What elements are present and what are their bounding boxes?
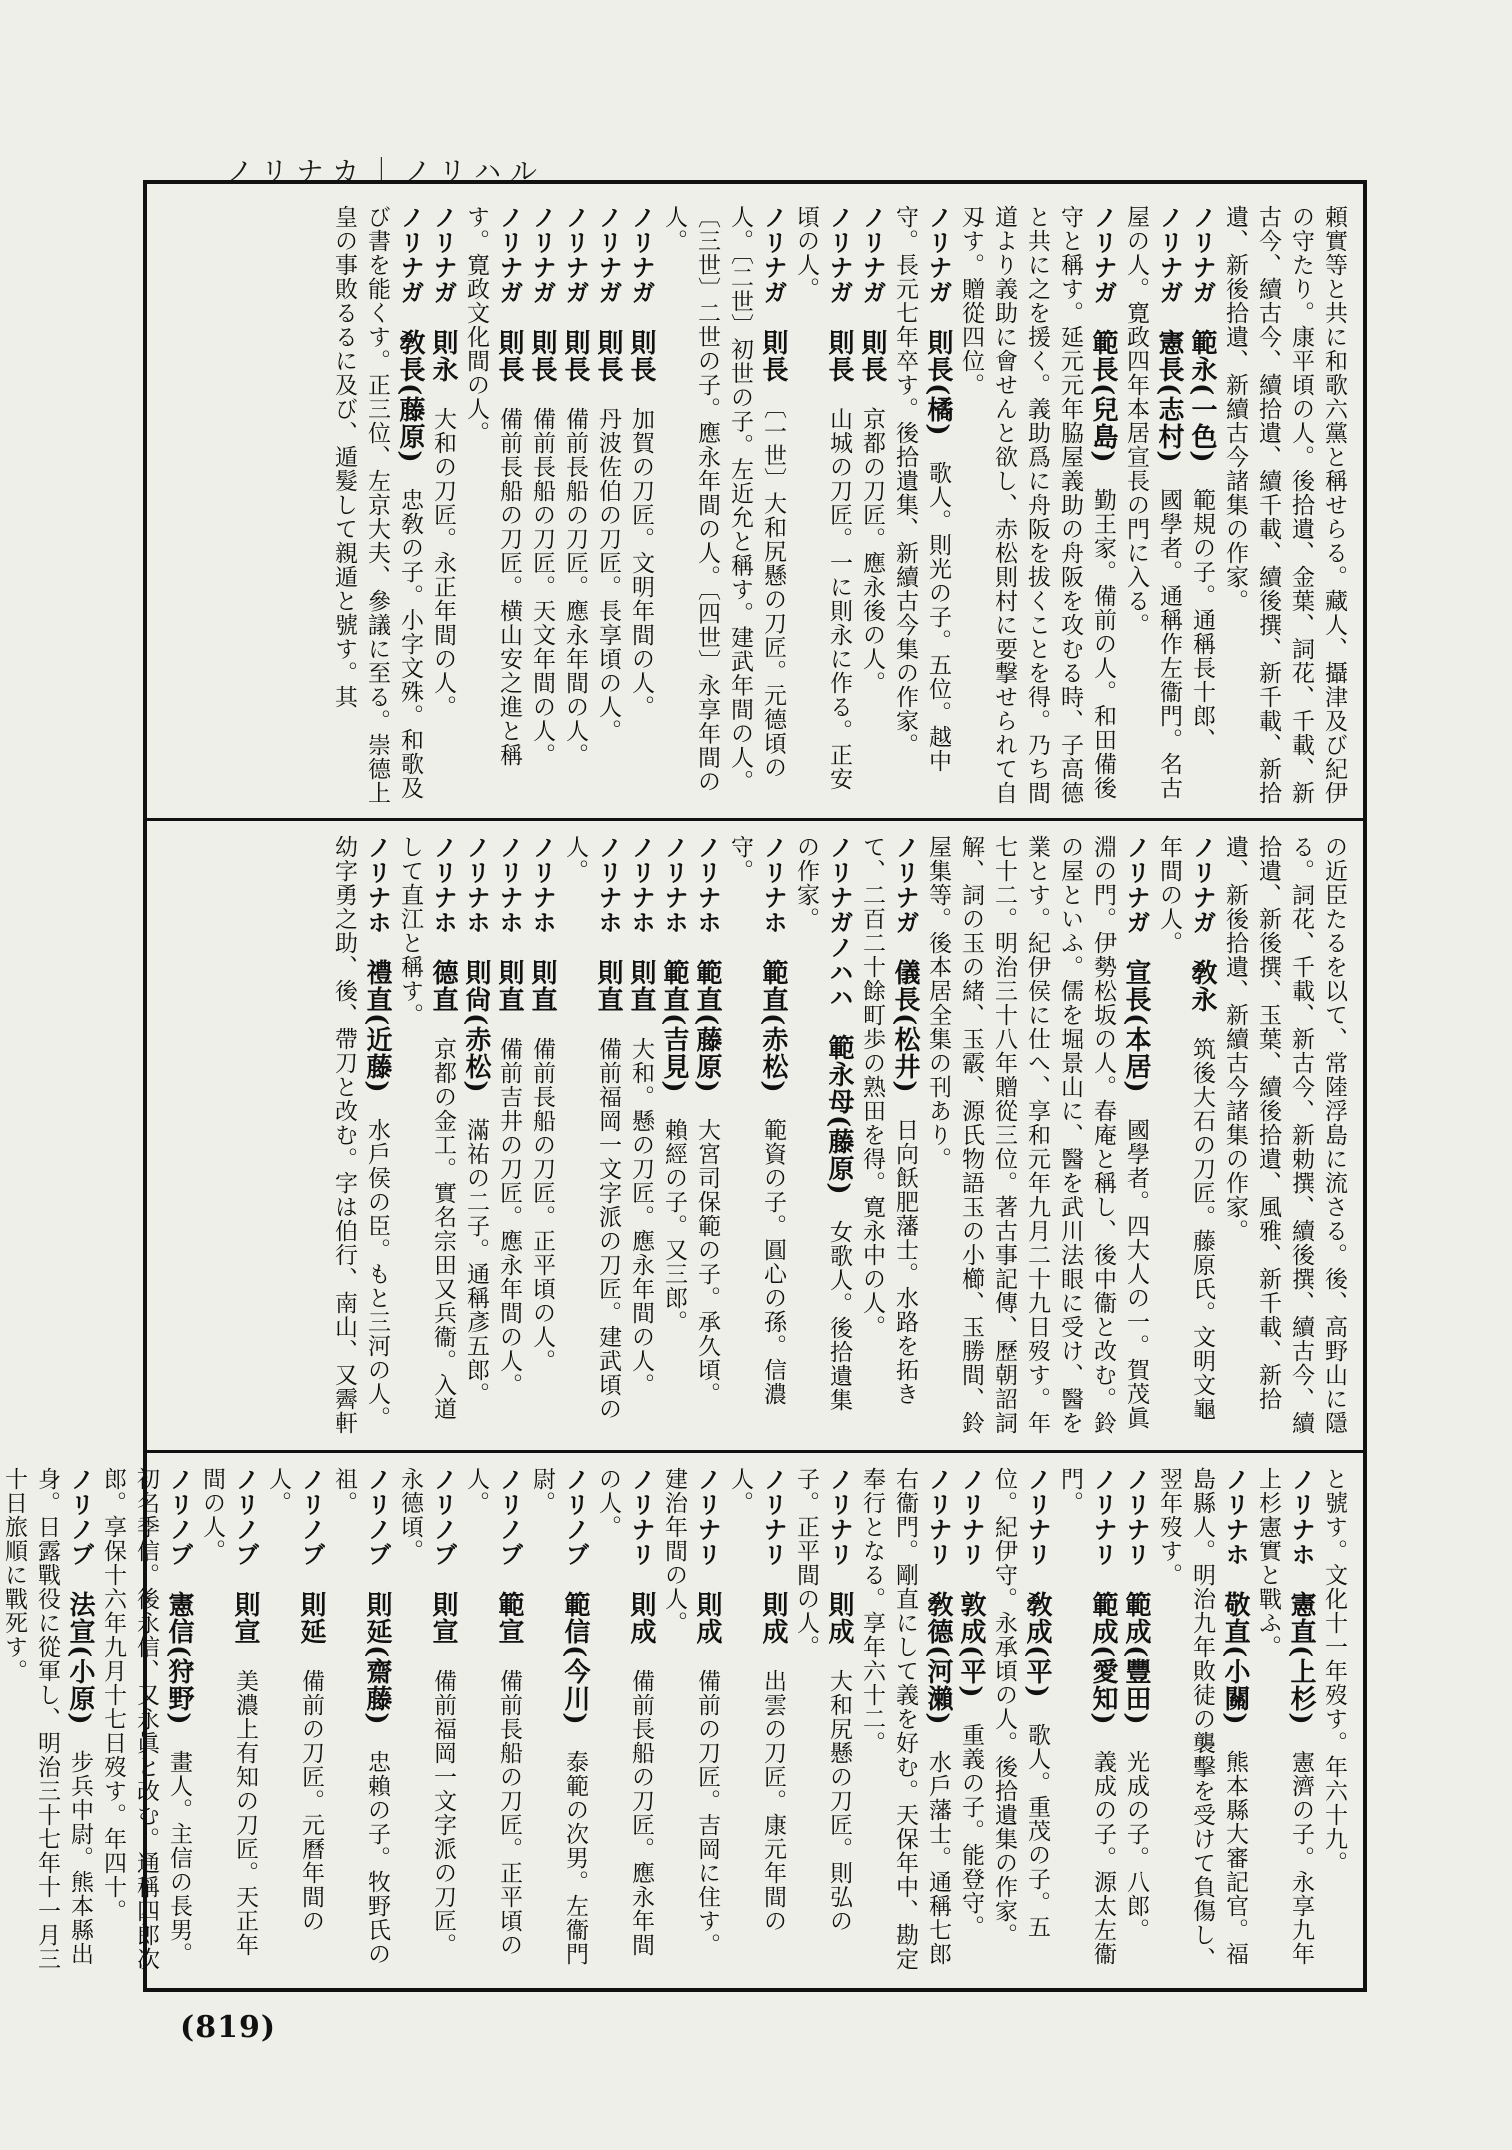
entry-reading: ノリナガ (528, 205, 556, 305)
dictionary-entry (690, 835, 723, 1435)
entry-body: 範規の子。通稱長十郎、 (1189, 487, 1215, 752)
entry-body: 山城の刀匠。一に則永に作る。正安頃の人。 (793, 205, 852, 791)
dictionary-entry (789, 835, 855, 1435)
dictionary-entry (558, 835, 624, 1435)
entry-headword: 禮直(近藤) (362, 959, 392, 1094)
entry-headword: 憲長(志村) (1154, 329, 1184, 464)
entry-reading: ノリナガ (1155, 205, 1183, 305)
entry-body: 泰範の次男。左衞門尉。 (529, 1467, 588, 1966)
entry-reading: ノリナホ (528, 835, 556, 935)
entry-headword: 儀長(松井) (890, 959, 920, 1094)
entry-reading: ノリナリ (1023, 1467, 1051, 1567)
entry-body: 備前長船の刀匠。正平頃の人。 (529, 1037, 555, 1373)
entry-headword: 則長 (494, 329, 524, 383)
dictionary-entry (855, 1467, 954, 1975)
tier-divider (143, 818, 1367, 821)
dictionary-entry (954, 205, 1119, 805)
entry-reading: ノリノブ (297, 1467, 325, 1567)
dictionary-entry (1119, 1467, 1152, 1975)
dictionary-entry (1152, 1467, 1251, 1975)
dictionary-entry (1218, 835, 1350, 1435)
entry-body: 大和尻懸の刀匠。則弘の子。正平間の人。 (793, 1467, 852, 1933)
dictionary-entry (459, 835, 492, 1435)
dictionary-entry (921, 835, 1152, 1435)
dictionary-entry (987, 1467, 1053, 1975)
entry-reading: ノリナリ (924, 1467, 952, 1567)
dictionary-entry (723, 835, 789, 1435)
entry-reading: ノリノブ (429, 1467, 457, 1567)
entry-headword: 則成 (626, 1591, 656, 1645)
entry-body: 京都の刀匠。應永後の人。 (859, 407, 885, 695)
entry-headword: 範成(豐田) (1121, 1591, 1151, 1726)
entry-headword: 則長 (758, 329, 788, 383)
entry-body: 備前福岡一文字派の刀匠。永德頃。 (397, 1467, 456, 1957)
entry-reading: ノリナガ (561, 205, 589, 305)
entry-reading: ノリノブ (363, 1467, 391, 1567)
entry-reading: ノリナガ (396, 205, 424, 305)
entry-body: 水戶藩士。通稱七郎右衞門。剛直にして義を好む。天保年中、勘定奉行となる。享年六十二。 (859, 1467, 951, 1971)
entry-reading: ノリナリ (693, 1467, 721, 1567)
dictionary-entry (624, 205, 657, 805)
dictionary-entry (1218, 205, 1350, 805)
dictionary-entry (624, 835, 657, 1435)
dictionary-entry (327, 1467, 393, 1975)
entry-headword: 範宣 (494, 1591, 524, 1645)
entry-body: 滿祐の二子。通稱彥五郎。 (463, 1117, 489, 1406)
entry-headword: 則成 (824, 1591, 854, 1645)
dictionary-entry (1053, 1467, 1119, 1975)
entry-body: 備前福岡一文字派の刀匠。建武頃の人。 (562, 835, 621, 1421)
entry-reading: ノリナガ (924, 205, 952, 305)
entry-headword: 則直 (527, 959, 557, 1013)
entry-reading: ノリナリ (1089, 1467, 1117, 1567)
dictionary-entry (525, 205, 558, 805)
entry-body: 歌人。重茂の子。五位。紀伊守。永承頃の人。後拾遺集の作家。 (991, 1467, 1050, 1947)
entry-body: 勤王家。備前の人。和田備後守と稱す。延元元年脇屋義助の舟阪を攻むる時、子高德と共に之を援く。義助爲に舟阪を拔くことを得。乃ち間道より義助に會せんと欲し、赤松則村に要撃せられて自刄す。贈從四位。 (958, 205, 1116, 805)
entry-body: 日向飫肥藩士。水路を拓きて、二百二十餘町歩の熟田を得。寛永中の人。 (859, 835, 918, 1406)
dictionary-entry (459, 205, 525, 805)
entry-body: 備前長船の刀匠。横山安之進と稱す。寛政文化間の人。 (463, 205, 522, 767)
dictionary-entry (459, 1467, 525, 1975)
entry-body: 備前長船の刀匠。應永年間の人。 (562, 407, 588, 767)
entry-headword: 範直(吉見) (659, 959, 689, 1094)
entry-headword: 則永 (428, 329, 458, 383)
entry-reading: ノリナガ (858, 205, 886, 305)
entry-body: 出雲の刀匠。康元年間の人。 (727, 1467, 786, 1933)
entry-body: 〔一世〕大和尻懸の刀匠。元德頃の人。〔二世〕初世の子。左近允と稱す。建武年間の人。〔三世〕二世の子。應永年間の人。〔四世〕永享年間の人。 (661, 205, 786, 794)
entry-body: 備前長船の刀匠。天文年間の人。 (529, 407, 555, 767)
dictionary-entry (888, 205, 954, 805)
dictionary-entry (1185, 205, 1218, 805)
dictionary-entry (525, 1467, 591, 1975)
entry-headword: 則長 (593, 329, 623, 383)
entry-body: 備前の刀匠。元曆年間の人。 (265, 1467, 324, 1933)
entry-headword: 範永(一色) (1187, 329, 1217, 464)
dictionary-entry (657, 835, 690, 1435)
dictionary-entry (789, 205, 855, 805)
entry-body: 憲濟の子。永享九年上杉憲實と戰ふ。 (1255, 1467, 1314, 1966)
dictionary-entry (492, 835, 525, 1435)
dictionary-entry (1251, 1467, 1317, 1975)
entry-body: 頼實等と共に和歌六黨と稱せらる。藏人、攝津及び紀伊の守たり。康平頃の人。後拾遺、金葉、詞花、千載、新古今、續古今、續拾遺、續千載、續後撰、新千載、新拾遺、新後拾遺、新續古今諸集の作家。 (1222, 205, 1347, 805)
entry-reading: ノリナガ (1122, 835, 1150, 935)
entry-headword: 範永母(藤原) (824, 1034, 854, 1196)
dictionary-entry (954, 1467, 987, 1975)
entry-reading: ノリナガ (594, 205, 622, 305)
dictionary-entry (855, 835, 921, 1435)
entry-body: 義成の子。源太左衞門。 (1057, 1467, 1116, 1966)
entry-headword: 敎德(河瀨) (923, 1591, 953, 1726)
dictionary-entry (525, 835, 558, 1435)
entry-body: 重義の子。能登守。 (958, 1722, 984, 1939)
entry-reading: ノリナガ (1188, 205, 1216, 305)
entry-headword: 則長 (857, 329, 887, 383)
entry-headword: 則長(橘) (923, 329, 953, 437)
running-head: ノリナカ｜ノリハル (226, 157, 546, 188)
entry-headword: 宣長(本居) (1121, 959, 1151, 1094)
entry-reading: ノリナガ (495, 205, 523, 305)
entry-reading: ノリナガ (627, 205, 655, 305)
entry-reading: ノリナホ (462, 835, 490, 935)
entry-body: 大和の刀匠。永正年間の人。 (430, 407, 456, 719)
entry-body: 賴經の子。又三郎。 (661, 1117, 687, 1334)
dictionary-entry (1119, 205, 1185, 805)
entry-body: 京都の金工。實名宗田又兵衞。入道して直江と稱す。 (397, 835, 456, 1421)
tier-divider (143, 1450, 1367, 1453)
entry-reading: ノリナリ (759, 1467, 787, 1567)
page-number: (819) (180, 2010, 277, 2045)
entry-body: 步兵中尉。熊本縣出身。日露戰役に從軍し、明治三十七年十一月三十日旅順に戰死す。 (1, 1467, 93, 1971)
dictionary-entry (591, 1467, 657, 1975)
entry-reading: ノリナガ (759, 205, 787, 305)
entry-body: 忠賴の子。牧野氏の祖。 (331, 1467, 390, 1966)
entry-body: 大宮司保範の子。承久頃。 (694, 1117, 720, 1406)
entry-headword: 則長 (527, 329, 557, 383)
entry-body: 備前の刀匠。吉岡に住す。建治年間の人。 (661, 1467, 720, 1957)
entry-headword: 範成(愛知) (1088, 1591, 1118, 1726)
dictionary-entry (426, 205, 459, 805)
entry-reading: ノリナホ (627, 835, 655, 935)
dictionary-entry (393, 835, 459, 1435)
entry-headword: 則長 (626, 329, 656, 383)
entry-body: 備前長船の刀匠。正平頃の人。 (463, 1467, 522, 1957)
entry-reading: ノリナホ (363, 835, 391, 935)
entry-body: 光成の子。八郎。 (1123, 1749, 1149, 1942)
entry-headword: 則延(齋藤) (362, 1591, 392, 1726)
dictionary-entry (1317, 1467, 1350, 1975)
entry-body: 美濃上有知の刀匠。天正年間の人。 (199, 1467, 258, 1957)
dictionary-entry (0, 1467, 96, 1975)
entry-reading: ノリナガ (1089, 205, 1117, 305)
entry-body: 加賀の刀匠。文明年間の人。 (628, 407, 654, 719)
entry-headword: 則尙(赤松) (461, 959, 491, 1094)
entry-reading: ノリナガ (429, 205, 457, 305)
entry-headword: 範直(藤原) (692, 959, 722, 1094)
entry-reading: ノリナガ (891, 835, 919, 935)
entry-reading: ノリナホ (429, 835, 457, 935)
entry-headword: 範直(赤松) (758, 959, 788, 1094)
entry-headword: 則宣 (428, 1591, 458, 1645)
entry-reading: ノリノブ (561, 1467, 589, 1567)
entry-reading: ノリナホ (594, 835, 622, 935)
entry-headword: 憲直(上杉) (1286, 1591, 1316, 1726)
entry-reading: ノリノブ (495, 1467, 523, 1567)
entry-body: 女歌人。後拾遺集の作家。 (793, 835, 852, 1412)
entry-body: 備前長船の刀匠。應永年間の人。 (595, 1467, 654, 1957)
entry-headword: 則直 (494, 959, 524, 1013)
entry-headword: 則長 (824, 329, 854, 383)
dictionary-tier-middle (160, 835, 1350, 1435)
entry-headword: 則宣 (230, 1591, 260, 1645)
entry-headword: 則成 (692, 1591, 722, 1645)
entry-headword: 敬直(小關) (1220, 1591, 1250, 1726)
dictionary-entry (657, 205, 789, 805)
entry-headword: 法宣(小原) (65, 1591, 95, 1726)
entry-reading: ノリナリ (1122, 1467, 1150, 1567)
dictionary-entry (195, 1467, 261, 1975)
entry-reading: ノリノブ (66, 1467, 94, 1567)
entry-reading: ノリナホ (759, 835, 787, 935)
entry-headword: 則成 (758, 1591, 788, 1645)
dictionary-entry (723, 1467, 789, 1975)
entry-reading: ノリナリ (825, 1467, 853, 1567)
entry-body: 熊本縣大審記官。福島縣人。明治九年敗徒の襲擊を受けて負傷し、翌年歿す。 (1156, 1467, 1248, 1971)
entry-body: 忠敎の子。小字文殊。和歌及び書を能くす。正三位、左京大夫、參議に至る。崇德上皇の事敗るるに及び、遁髮して親遁と號す。其 (331, 205, 423, 805)
entry-reading: ノリナホ (495, 835, 523, 935)
entry-reading: ノリノブ (165, 1467, 193, 1567)
entry-reading: ノリナホ (1221, 1467, 1249, 1567)
dictionary-entry (327, 205, 426, 805)
entry-headword: 則直 (626, 959, 656, 1013)
dictionary-entry (591, 205, 624, 805)
entry-body: 畫人。主信の長男。初名季信。後永信、又永眞と改む。通稱四郎次郎。享保十六年九月十七日歿す。年四十。 (100, 1467, 192, 1971)
entry-body: 丹波佐伯の刀匠。長享頃の人。 (595, 407, 621, 743)
entry-headword: 憲信(狩野) (164, 1591, 194, 1726)
entry-body: 國學者。通稱作左衞門。名古屋の人。寛政四年本居宣長の門に入る。 (1123, 205, 1182, 800)
entry-headword: 範信(今川) (560, 1591, 590, 1726)
entry-reading: ノリナリ (627, 1467, 655, 1567)
entry-reading: ノリナガ (825, 205, 853, 305)
entry-body: 備前吉井の刀匠。應永年間の人。 (496, 1037, 522, 1397)
entry-headword: 敦成(平) (956, 1591, 986, 1699)
dictionary-entry (558, 205, 591, 805)
entry-reading: ノリナガ (1188, 835, 1216, 935)
entry-headword: 則直 (593, 959, 623, 1013)
dictionary-entry (789, 1467, 855, 1975)
entry-headword: 則延 (296, 1591, 326, 1645)
entry-reading: ノリナホ (660, 835, 688, 935)
entry-body: 筑後大石の刀匠。藤原氏。文明文龜年間の人。 (1156, 835, 1215, 1421)
dictionary-entry (96, 1467, 195, 1975)
entry-headword: 範長(兒島) (1088, 329, 1118, 464)
dictionary-entry (855, 205, 888, 805)
dictionary-entry (327, 835, 393, 1435)
dictionary-tier-lower (1, 1467, 1350, 1975)
entry-body: 歌人。則光の子。五位。越中守。長元七年卒す。後拾遺集、新續古今集の作家。 (892, 205, 951, 773)
entry-headword: 敎成(平) (1022, 1591, 1052, 1699)
dictionary-entry (393, 1467, 459, 1975)
entry-reading: ノリナホ (1287, 1467, 1315, 1567)
entry-headword: 德直 (428, 959, 458, 1013)
entry-headword: 敎長(藤原) (395, 329, 425, 464)
entry-body: 範資の子。圓心の孫。信濃守。 (727, 835, 786, 1406)
entry-body: と號す。文化十一年歿す。年六十九。 (1321, 1467, 1347, 1875)
entry-reading: ノリノブ (231, 1467, 259, 1567)
entry-body: 水戶侯の臣。もと三河の人。幼字勇之助、後、帶刀と改む。字は伯行、南山、又霽軒 (331, 835, 390, 1435)
entry-reading: ノリナリ (957, 1467, 985, 1567)
dictionary-entry (1152, 835, 1218, 1435)
entry-body: 大和。懸の刀匠。應永年間の人。 (628, 1037, 654, 1397)
dictionary-entry (261, 1467, 327, 1975)
entry-body: 國學者。四大人の一。賀茂眞淵の門。伊勢松坂の人。春庵と稱し、後中衞と改む。鈴の屋といふ。儒を堀景山に、醫を武川法眼に受け、醫を業とす。紀伊侯に仕へ、享和元年九月二十九日歿す。年七十二。明治三十八年贈從三位。著古事記傳、歷朝詔詞解、詞の玉の緒、玉霰、源氏物語玉の小櫛、玉勝間、鈴屋集等。後本居全集の刊あり。 (925, 835, 1149, 1435)
entry-reading: ノリナガノハハ (825, 835, 853, 1010)
dictionary-entry (657, 1467, 723, 1975)
entry-headword: 則長 (560, 329, 590, 383)
entry-reading: ノリナホ (693, 835, 721, 935)
dictionary-tier-upper (160, 205, 1350, 805)
entry-headword: 敎永 (1187, 959, 1217, 1013)
entry-body: の近臣たるを以て、常陸浮島に流さる。後、高野山に隱る。詞花、千載、新古今、新勅撰、續後撰、續古今、續拾遺、新後撰、玉葉、續後拾遺、風雅、新千載、新拾遺、新後拾遺、新續古今諸集の作家。 (1222, 835, 1347, 1435)
